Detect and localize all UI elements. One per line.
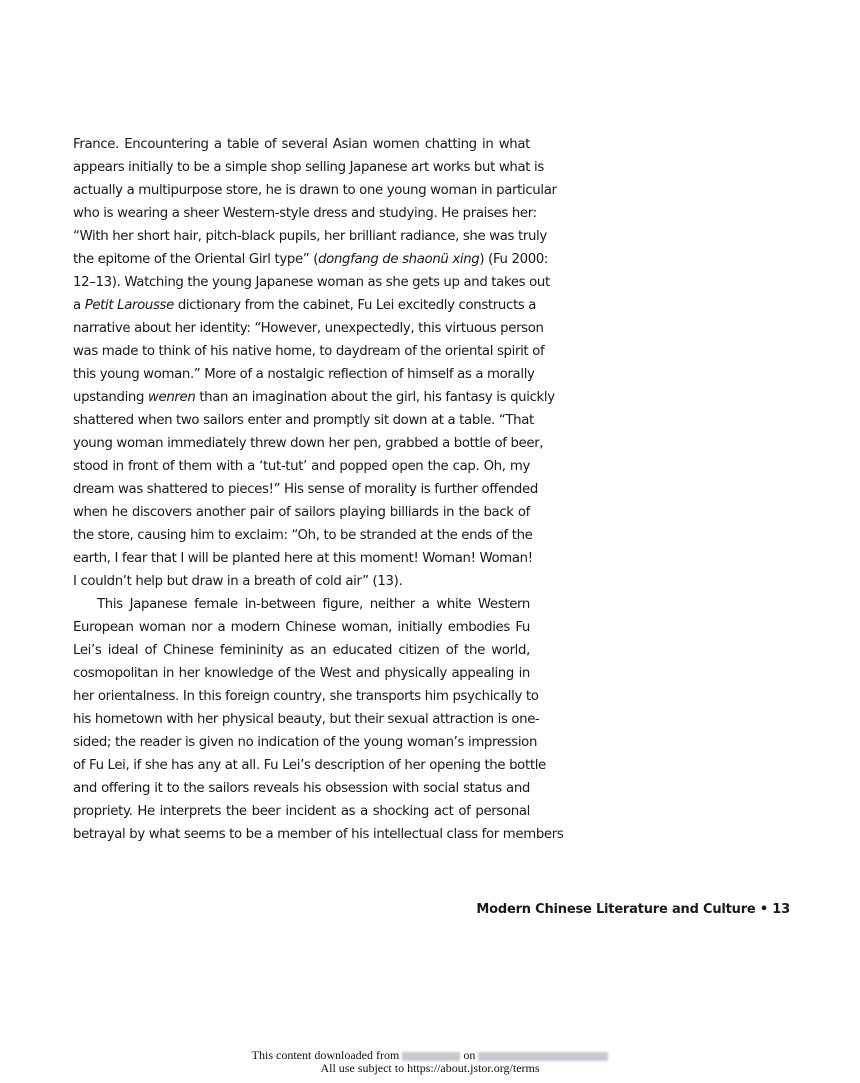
text-segment: of Fu Lei, if she has any at all. Fu Lei’s description of her opening the bottle: [73, 758, 546, 773]
text-line: [73, 133, 530, 156]
text-segment: his hometown with her physical beauty, but their sexual attraction is one-: [73, 712, 540, 727]
text-segment: 12–13). Watching the young Japanese woman as she gets up and takes out: [73, 275, 550, 290]
text-segment: cosmopolitan in her knowledge of the West and physically appealing in: [73, 666, 530, 681]
body-text: [73, 133, 564, 846]
text-segment: appears initially to be a simple shop selling Japanese art works but what is: [73, 160, 544, 175]
text-segment: her orientalness. In this foreign country, she transports him psychically to: [73, 689, 539, 704]
text-line: [73, 248, 549, 271]
text-segment: dream was shattered to pieces!” His sense of morality is further offended: [73, 482, 538, 497]
text-segment: narrative about her identity: “However, unexpectedly, this virtuous person: [73, 321, 544, 336]
jstor-terms: All use subject to https://about.jstor.org/terms: [320, 1061, 540, 1075]
text-segment: a: [73, 298, 85, 313]
text-line: [73, 800, 530, 823]
download-prefix: This content downloaded from: [251, 1048, 400, 1062]
italic-term: wenren: [147, 390, 196, 405]
text-segment: sided; the reader is given no indication of the young woman’s impression: [73, 735, 538, 750]
redacted-ip: [402, 1052, 460, 1061]
text-segment: who is wearing a sheer Western-style dress and studying. He praises her:: [73, 206, 537, 221]
text-line: [73, 202, 537, 225]
text-segment: betrayal by what seems to be a member of his intellectual class for members: [73, 827, 564, 842]
text-line: [73, 616, 530, 639]
text-line: [73, 754, 546, 777]
text-line: [73, 317, 544, 340]
text-line: [73, 708, 540, 731]
text-line: [73, 409, 534, 432]
text-segment: shattered when two sailors enter and promptly sit down at a table. “That: [73, 413, 534, 428]
text-line: [73, 501, 530, 524]
text-line: [73, 156, 544, 179]
text-segment: European woman nor a modern Chinese woman, initially embodies Fu: [73, 620, 530, 635]
text-line: [73, 524, 533, 547]
text-line: [73, 363, 535, 386]
text-line: [73, 731, 538, 754]
redacted-timestamp: [478, 1052, 608, 1061]
download-on: on: [463, 1048, 476, 1062]
text-line: [73, 639, 530, 662]
text-segment: the store, causing him to exclaim: “Oh, to be stranded at the ends of the: [73, 528, 533, 543]
text-line: [73, 777, 530, 800]
text-segment: earth, I fear that I will be planted here at this moment! Woman! Woman!: [73, 551, 533, 566]
text-line: [73, 662, 530, 685]
text-segment: upstanding: [73, 390, 148, 405]
text-segment: dictionary from the cabinet, Fu Lei excitedly constructs a: [173, 298, 537, 313]
text-segment: young woman immediately threw down her pen, grabbed a bottle of beer,: [73, 436, 544, 451]
text-line: [73, 225, 547, 248]
italic-term: dongfang de shaonü xing: [318, 252, 480, 267]
text-segment: the epitome of the Oriental Girl type” (: [73, 252, 319, 267]
text-line: [73, 179, 557, 202]
text-line: [73, 685, 539, 708]
text-segment: Lei’s ideal of Chinese femininity as an educated citizen of the world,: [73, 643, 530, 658]
text-segment: stood in front of them with a ‘tut-tut’ and popped open the cap. Oh, my: [73, 459, 530, 474]
text-segment: France. Encountering a table of several Asian women chatting in what: [73, 137, 530, 152]
text-segment: “With her short hair, pitch-black pupils, her brilliant radiance, she was truly: [73, 229, 547, 244]
text-line: [73, 271, 550, 294]
text-segment: actually a multipurpose store, he is drawn to one young woman in particular: [73, 183, 557, 198]
italic-term: Petit Larousse: [84, 298, 174, 313]
text-line: [73, 593, 530, 616]
text-line: [73, 823, 564, 846]
text-segment: this young woman.” More of a nostalgic reflection of himself as a morally: [73, 367, 535, 382]
text-line: [73, 455, 530, 478]
text-line: [73, 547, 533, 570]
text-line: [73, 386, 555, 409]
text-line: [73, 340, 545, 363]
text-segment: I couldn’t help but draw in a breath of cold air” (13).: [73, 574, 403, 589]
text-segment: This Japanese female in-between figure, neither a white Western: [97, 597, 530, 612]
text-segment: when he discovers another pair of sailors playing billiards in the back of: [73, 505, 530, 520]
text-line: [73, 294, 537, 317]
text-line: [73, 478, 538, 501]
text-line: [73, 432, 544, 455]
running-footer: Modern Chinese Literature and Culture • 13: [476, 902, 790, 917]
text-segment: was made to think of his native home, to daydream of the oriental spirit of: [73, 344, 545, 359]
text-segment: ) (Fu 2000:: [479, 252, 549, 267]
text-segment: than an imagination about the girl, his fantasy is quickly: [195, 390, 555, 405]
text-segment: and offering it to the sailors reveals his obsession with social status and: [73, 781, 530, 796]
text-segment: propriety. He interprets the beer incident as a shocking act of personal: [73, 804, 530, 819]
text-line: [73, 570, 530, 593]
